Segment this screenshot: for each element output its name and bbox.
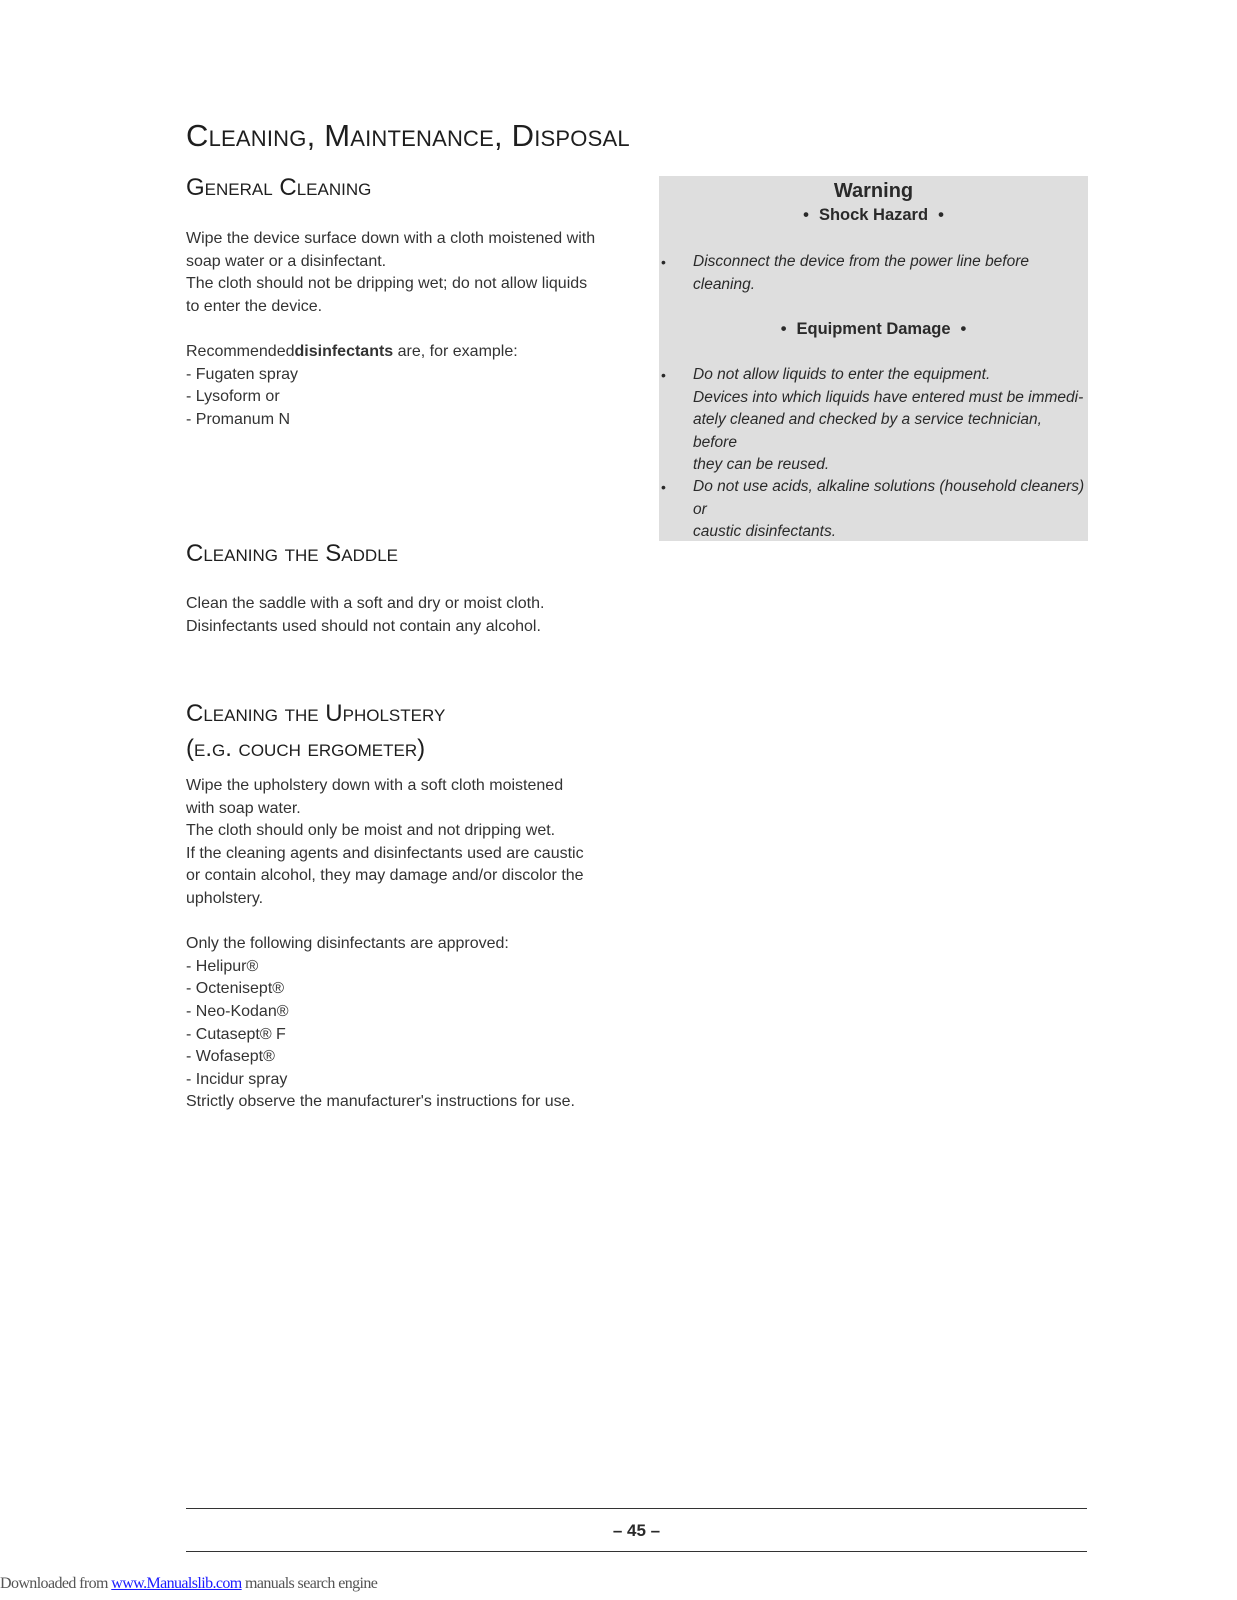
general-cleaning-heading: General Cleaning bbox=[186, 174, 372, 201]
page-number: – 45 – bbox=[612, 1521, 661, 1540]
warning-line: Disconnect the device from the power line before cleaning. bbox=[693, 253, 1030, 293]
warning-line: caustic disinfectants. bbox=[693, 523, 837, 541]
manualslib-link[interactable]: www.Manualslib.com bbox=[111, 1575, 242, 1592]
equipment-damage-subheading bbox=[659, 320, 1088, 339]
text-line: upholstery. bbox=[186, 889, 264, 907]
approved-item: - Helipur® bbox=[186, 957, 259, 975]
approved-intro: Only the following disinfectants are approved: bbox=[186, 935, 509, 953]
recommended-bold: disinfectants bbox=[294, 342, 394, 360]
recommended-prefix: Recommended bbox=[186, 342, 295, 360]
general-cleaning-body bbox=[186, 228, 626, 431]
approved-item: - Octenisept® bbox=[186, 980, 285, 998]
text-line: or contain alcohol, they may damage and/or discolor the bbox=[186, 867, 584, 885]
warning-line: Devices into which liquids have entered must be immedi- bbox=[693, 388, 1084, 406]
warning-line: ately cleaned and checked by a service technician, before bbox=[693, 411, 1042, 451]
text-line: Clean the saddle with a soft and dry or moist cloth. bbox=[186, 595, 545, 612]
recommended-line bbox=[186, 341, 626, 364]
text-line: Wipe the upholstery down with a soft cloth moistened bbox=[186, 777, 564, 794]
warning-title: Warning bbox=[833, 180, 914, 202]
shock-hazard-label: Shock Hazard bbox=[818, 206, 929, 224]
saddle-heading: Cleaning the Saddle bbox=[186, 540, 398, 567]
bullet-icon: • bbox=[661, 479, 666, 495]
download-footer bbox=[0, 1575, 377, 1593]
equipment-damage-label: Equipment Damage bbox=[796, 320, 951, 338]
text-line: The cloth should only be moist and not dripping wet. bbox=[186, 822, 556, 840]
warning-line: they can be reused. bbox=[693, 456, 830, 474]
text-line: The cloth should not be dripping wet; do not allow liquids bbox=[186, 275, 588, 293]
warning-line: Do not use acids, alkaline solutions (household cleaners) or bbox=[693, 478, 1085, 518]
disinfectant-item: - Lysoform or bbox=[186, 388, 280, 406]
shock-hazard-subheading bbox=[659, 206, 1088, 225]
upholstery-heading-line2: (e.g. couch ergometer) bbox=[186, 735, 426, 762]
bullet-icon: • bbox=[661, 254, 666, 270]
text-line: Wipe the device surface down with a cloth moistened with bbox=[186, 230, 596, 247]
warning-line: Do not allow liquids to enter the equipment. bbox=[693, 366, 991, 383]
disinfectant-item: - Fugaten spray bbox=[186, 365, 299, 383]
bullet-icon: • bbox=[960, 320, 967, 338]
text-line: to enter the device. bbox=[186, 297, 323, 315]
bullet-icon: • bbox=[938, 206, 944, 224]
approved-item: - Neo-Kodan® bbox=[186, 1002, 289, 1020]
recommended-suffix: are, for example: bbox=[393, 342, 518, 360]
bottom-divider bbox=[186, 1551, 1087, 1552]
approved-item: - Cutasept® F bbox=[186, 1025, 286, 1043]
bullet-icon: • bbox=[661, 367, 666, 383]
text-line: with soap water. bbox=[186, 799, 301, 817]
footer-prefix: Downloaded from bbox=[0, 1575, 112, 1592]
bullet-icon: • bbox=[780, 320, 787, 338]
text-line: soap water or a disinfectant. bbox=[186, 252, 387, 270]
top-divider bbox=[186, 1508, 1087, 1509]
footer-suffix: manuals search engine bbox=[241, 1575, 378, 1592]
page-title: Cleaning, Maintenance, Disposal bbox=[186, 118, 630, 153]
disinfectant-item: - Promanum N bbox=[186, 410, 291, 428]
closing-line: Strictly observe the manufacturer's instructions for use. bbox=[186, 1093, 575, 1111]
saddle-body bbox=[186, 593, 626, 638]
upholstery-body bbox=[186, 775, 626, 1114]
approved-item: - Incidur spray bbox=[186, 1070, 288, 1088]
text-line: Disinfectants used should not contain any alcohol. bbox=[186, 617, 541, 635]
approved-item: - Wofasept® bbox=[186, 1048, 275, 1066]
warning-box bbox=[659, 176, 1088, 541]
upholstery-heading-line1: Cleaning the Upholstery bbox=[186, 700, 446, 727]
text-line: If the cleaning agents and disinfectants used are caustic bbox=[186, 844, 584, 862]
bullet-icon: • bbox=[803, 206, 809, 224]
